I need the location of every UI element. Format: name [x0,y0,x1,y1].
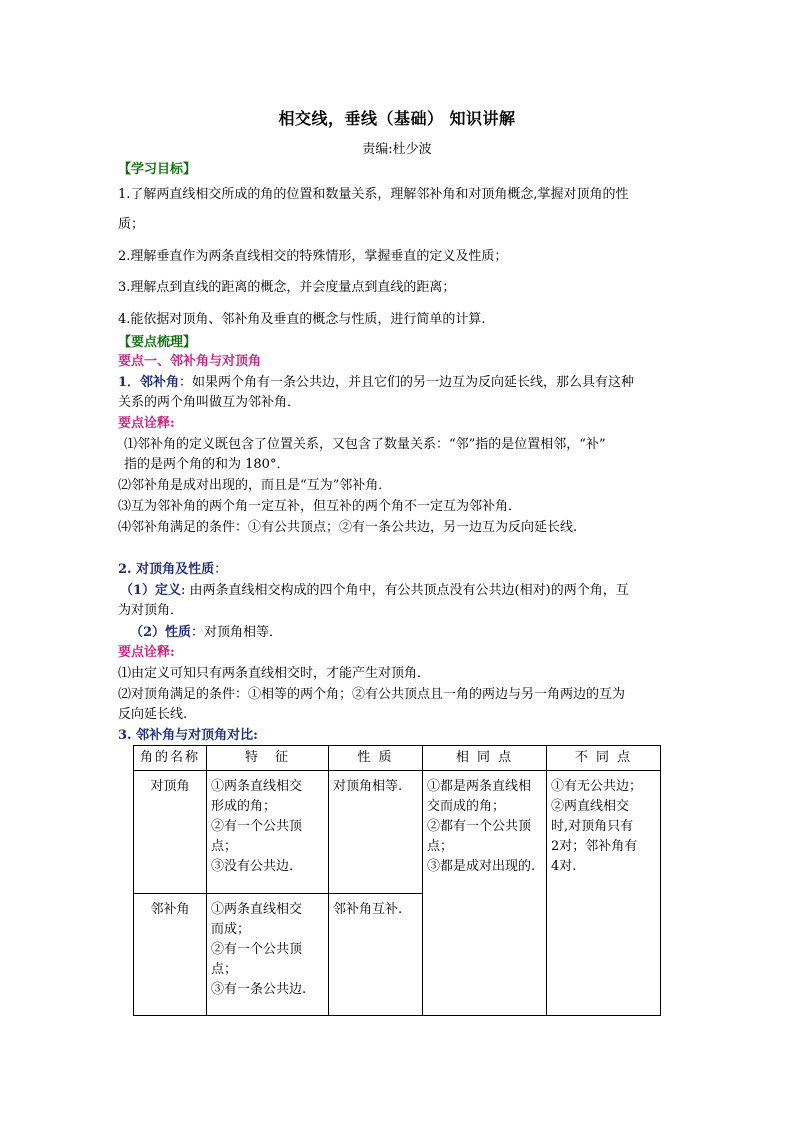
table-cell-name: 对顶角 [134,771,207,894]
note-1-line: ⑵邻补角是成对出现的，而且是“互为”邻补角． [118,478,392,493]
point-3-label: 3. 邻补角与对顶角对比: [118,728,258,743]
point-1-text-2: 关系的两个角叫做互为邻补角． [118,395,301,410]
diff-line: 时,对顶角只有 [551,819,634,834]
point-2-label: 2. 对顶角及性质 [118,562,215,577]
point-1-text: ：如果两个角有一条公共边，并且它们的另一边互为反向延长线，那么具有这种 [179,375,635,390]
table-cell-same [423,771,547,1016]
editor-credit: 责编:杜少波 [362,142,432,157]
feature-line: ①两条直线相交 [211,779,303,794]
feature-line: 点； [211,962,238,977]
feature-line: ③没有公共边. [211,859,294,874]
same-line: ②都有一个公共顶 [427,819,532,834]
note-1-line: ⑴邻补角的定义既包含了位置关系，又包含了数量关系：“邻”指的是位置相邻，“补” [124,437,606,452]
table-header: 特 征 [207,746,329,771]
feature-line: ②有一个公共顶 [211,942,303,957]
table-cell-features [207,894,329,1016]
diff-line: ①有无公共边； [551,779,643,794]
feature-line: ③有一条公共边. [211,982,307,997]
diff-line: 4对. [551,859,577,874]
point-1 [118,373,678,392]
point-1-label: 1．邻补角 [118,375,180,390]
goal-item: 2.理解垂直作为两条直线相交的特殊情形，掌握垂直的定义及性质； [118,249,508,264]
table-row [134,771,661,894]
note-2-line: ⑵对顶角满足的条件：①相等的两个角；②有公共顶点且一角的两边与另一角两边的互为 [118,687,626,702]
table-cell-diff [547,771,661,1016]
diff-line: 2对；邻补角有 [551,839,638,854]
goal-item: 1.了解两直线相交所成的角的位置和数量关系，理解邻补角和对顶角概念,掌握对顶角的性 [118,187,629,202]
diff-line: ②两直线相交 [551,799,630,814]
goal-item: 3.理解点到直线的距离的概念，并会度量点到直线的距离； [118,280,456,295]
table-header: 性 质 [329,746,423,771]
definition-text-2: 为对顶角． [118,603,184,618]
document-title: 相交线，垂线（基础） 知识讲解 [278,109,516,128]
table-cell-features [207,771,329,894]
points-heading: 【要点梳理】 [118,335,197,350]
note-2-line: 反向延长线. [118,707,188,722]
table-header: 不 同 点 [547,746,661,771]
feature-line: ②有一个公共顶 [211,819,303,834]
note-1-line: ⑷邻补角满足的条件：①有公共顶点；②有一条公共边，另一边互为反向延长线. [118,520,578,535]
feature-line: 形成的角； [211,799,277,814]
definition-label: （1）定义 [120,583,182,598]
property [130,623,690,642]
table-header: 相 同 点 [423,746,547,771]
feature-line: 而成； [211,922,251,937]
same-line: 点； [427,839,454,854]
goal-item: 4.能依据对顶角、邻补角及垂直的概念与性质，进行简单的计算. [118,312,486,327]
property-label: （2）性质 [130,625,192,640]
table-header: 角的名称 [134,746,207,771]
same-line: ③都是成对出现的. [427,859,536,874]
note-2-line: ⑴由定义可知只有两条直线相交时，才能产生对顶角． [118,666,431,681]
definition [120,581,680,600]
same-line: ①都是两条直线相 [427,779,532,794]
table-cell-property: 邻补角互补. [329,894,423,1016]
note-1-label: 要点诠释: [118,416,175,431]
point-2-colon: ： [214,562,228,577]
point-2 [118,560,678,579]
goals-heading: 【学习目标】 [118,162,197,177]
goal-item: 质； [118,217,145,232]
definition-text: : 由两条直线相交构成的四个角中，有公共顶点没有公共边(相对)的两个角，互 [181,583,629,598]
table-cell-name: 邻补角 [134,894,207,1016]
feature-line: 点； [211,839,238,854]
same-line: 交而成的角； [427,799,506,814]
property-text: ：对顶角相等． [191,625,283,640]
table-header-row [134,746,661,771]
note-2-label: 要点诠释: [118,645,175,660]
comparison-table [133,745,661,1016]
note-1-line: 指的是两个角的和为 180°． [124,457,290,472]
section-heading-1: 要点一、邻补角与对顶角 [118,354,262,369]
note-1-line: ⑶互为邻补角的两个角一定互补，但互补的两个角不一定互为邻补角． [118,499,522,514]
table-cell-property: 对顶角相等. [329,771,423,894]
feature-line: ①两条直线相交 [211,902,303,917]
